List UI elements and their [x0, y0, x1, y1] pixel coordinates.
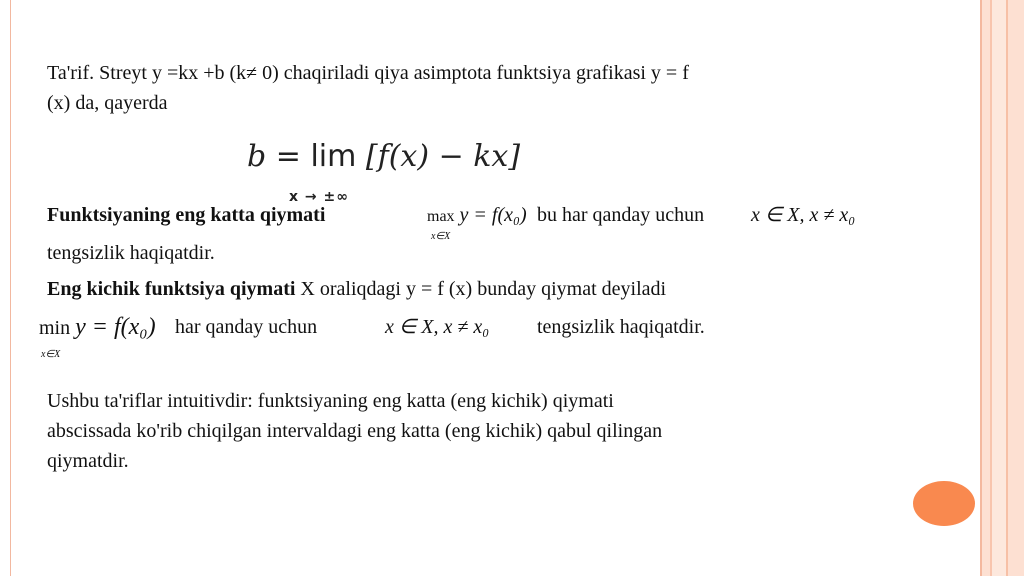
min-expression: y = f(x₀) — [75, 314, 156, 340]
left-frame-border — [0, 0, 11, 576]
right-decorative-stripes — [976, 0, 1024, 576]
min-text-mid: har qanday uchun — [175, 316, 318, 338]
max-definition-row — [47, 200, 325, 230]
definition-line-2: (x) da, qayerda — [47, 92, 168, 114]
max-operator: max — [427, 208, 455, 225]
min-operator: min — [39, 317, 71, 339]
min-formula — [39, 312, 156, 360]
max-formula — [427, 200, 527, 242]
asymptote-b-formula — [247, 139, 521, 205]
note-line-2: abscissada ko'rib chiqilgan intervaldagi eng katta (eng kichik) qabul qilingan — [47, 420, 663, 442]
min-definition-row — [47, 274, 666, 304]
note-line-1: Ushbu ta'riflar intuitivdir: funktsiyaning eng katta (eng kichik) qiymati — [47, 390, 614, 412]
max-expression: y = f(x₀) — [459, 204, 527, 226]
max-condition: x ∈ X, x ≠ x₀ — [751, 204, 856, 226]
min-tail: tengsizlik haqiqatdir. — [537, 316, 705, 338]
min-subscript: x∈X — [41, 349, 61, 360]
formula-lim: lim — [310, 139, 357, 174]
max-subscript: x∈X — [431, 231, 451, 242]
max-bold-label: Funktsiyaning eng katta qiymati — [47, 204, 326, 226]
orange-circle-decoration — [913, 481, 975, 526]
note-line-3: qiymatdir. — [47, 450, 129, 472]
formula-lim-subscript: x → ±∞ — [289, 189, 349, 205]
max-tail: tengsizlik haqiqatdir. — [47, 242, 215, 264]
min-condition: x ∈ X, x ≠ x₀ — [385, 316, 490, 338]
min-text: X oraliqdagi y = f (x) bunday qiymat deyiladi — [295, 278, 667, 300]
min-bold-label: Eng kichik funktsiya qiymati — [47, 278, 296, 300]
formula-eq: = — [275, 139, 301, 174]
formula-lhs: b — [247, 139, 267, 174]
max-text-mid: bu har qanday uchun — [537, 204, 705, 226]
formula-expression: [f(x) − kx] — [365, 139, 521, 174]
definition-line-1: Ta'rif. Streyt y =kx +b (k≠ 0) chaqiriladi qiya asimptota funktsiya grafikasi y = f — [47, 62, 689, 84]
